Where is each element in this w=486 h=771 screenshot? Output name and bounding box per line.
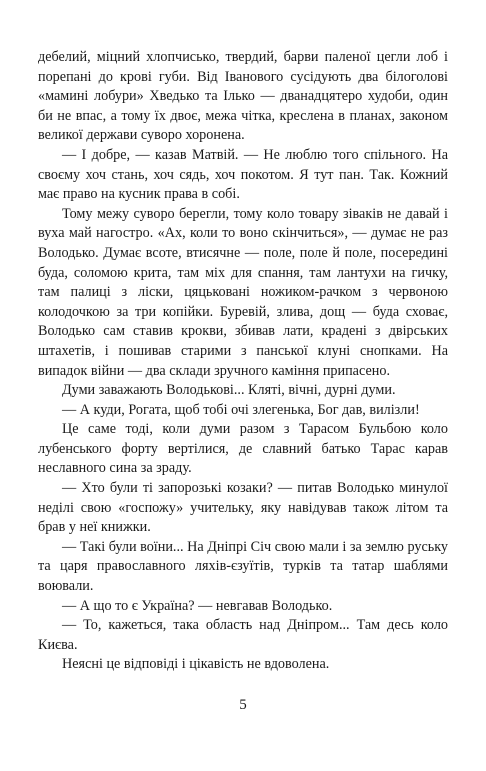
paragraph-2: — І добре, — казав Матвій. — Не люблю того спільного. На своєму хоч стань, хоч сядь, хоч покотом. Я тут пан. Так. Кожний має право на кусник права в собі. bbox=[38, 146, 448, 203]
paragraph-10: — То, кажеться, така область над Дніпром... Там десь коло Києва. bbox=[38, 617, 448, 653]
paragraph-3: Тому межу суворо берегли, тому коло товару зіваків не давай і вуха май нагостро. «Ах, коли то воно скінчиться», — думає не раз Володько. Думає всоте, втисячне — поле, поле й поле, посередині буда, соломою крита, там міх для спання, там лантухи на гичку, там палиці з ліски, цяцьковані ножиком-рачком з червоною колодочкою за три копійки. Буревій, злива, дощ — буда сховає, Володько сам ставив крокви, збивав лати, крадені з двірських штахетів, і пошивав старими з панської клуні снопками. На випадок війни — два склади зручного каміння припасено. bbox=[38, 205, 448, 379]
paragraph-6: Це саме тоді, коли думи разом з Тарасом Бульбою коло лубенського форту вертілися, де славний батько Тарас карав неславного сина за зраду. bbox=[38, 421, 448, 477]
paragraph-7: — Хто були ті запорозькі козаки? — питав Володько минулої неділі свою «госпожу» учительку, яку навідував також літом та брав у неї книжки. bbox=[38, 480, 448, 536]
paragraph-11: Неясні це відповіді і цікавість не вдоволена. bbox=[62, 656, 330, 673]
paragraph-9: — А що то є Україна? — невгавав Володько. bbox=[62, 597, 333, 614]
paragraph-1: дебелий, міцний хлопчисько, твердий, барви паленої цегли лоб і порепані до крові губи. Від Іванового сусідують два білоголові «мамині лобури» Хведько та Ілько — дванадцятеро худоби, один би не впас, а тому їх двоє, межа чітка, креслена в планах, законом великої держави суворо хоронена. bbox=[38, 49, 448, 144]
page-text bbox=[38, 48, 448, 675]
paragraph-5: — А куди, Рогата, щоб тобі очі злегенька, Бог дав, вилізли! bbox=[62, 401, 420, 418]
paragraph-8: — Такі були воїни... На Дніпрі Січ свою мали і за землю руську та царя православного ляхів-єзуїтів, турків та татар шаблями воювали. bbox=[38, 538, 448, 595]
paragraph-4: Думи заважають Володькові... Кляті, вічні, дурні думи. bbox=[62, 382, 396, 399]
page-number: 5 bbox=[239, 697, 247, 713]
